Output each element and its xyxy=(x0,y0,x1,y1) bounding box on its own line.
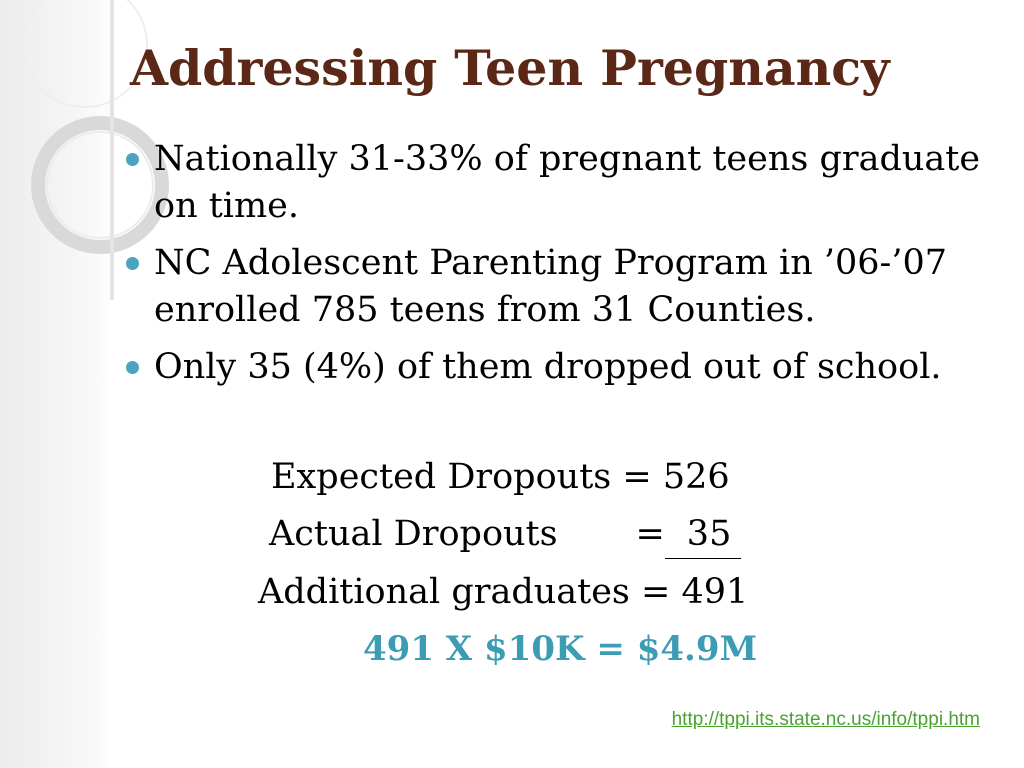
bullet-item xyxy=(122,240,982,334)
bullet-item xyxy=(122,136,982,230)
bullet-dot-icon xyxy=(126,257,139,270)
additional-graduates-value: 491 xyxy=(681,572,749,612)
expected-dropouts-value: 526 xyxy=(662,457,730,497)
actual-dropouts-value: 35 xyxy=(665,514,742,559)
bullet-text: NC Adolescent Parenting Program in ’06-’07 enrolled 785 teens from 31 Counties. xyxy=(154,243,948,330)
expected-dropouts-line xyxy=(271,457,730,497)
savings-highlight: 491 X $10K = $4.9M xyxy=(363,629,758,669)
source-link[interactable]: http://tppi.its.state.nc.us/info/tppi.htm xyxy=(671,709,980,730)
bullet-text: Only 35 (4%) of them dropped out of school. xyxy=(154,347,942,387)
actual-dropouts-label: Actual Dropouts = xyxy=(269,514,665,554)
bullet-item xyxy=(122,344,982,391)
expected-dropouts-label: Expected Dropouts = xyxy=(271,457,652,497)
bullet-dot-icon xyxy=(126,153,139,166)
additional-graduates-line xyxy=(258,572,749,612)
slide-title: Addressing Teen Pregnancy xyxy=(130,39,890,97)
bullet-list xyxy=(122,136,982,401)
bullet-dot-icon xyxy=(126,361,139,374)
actual-dropouts-line xyxy=(269,514,741,554)
bullet-text: Nationally 31-33% of pregnant teens graduate on time. xyxy=(154,139,981,226)
additional-graduates-label: Additional graduates = xyxy=(258,572,671,612)
